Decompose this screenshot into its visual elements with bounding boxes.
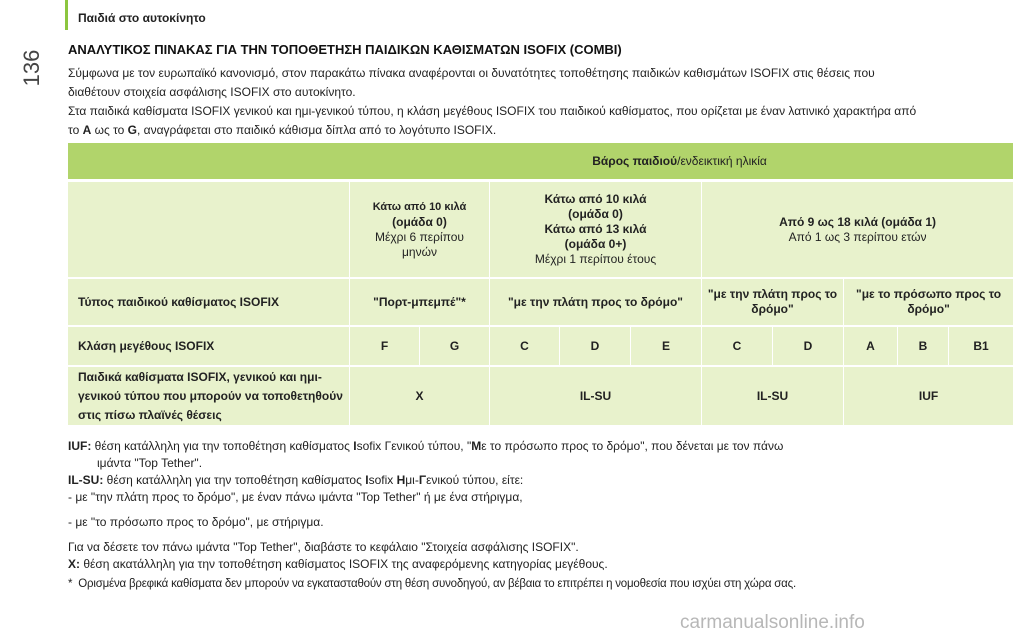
legend-text: θέση κατάλληλη για την τοποθέτηση καθίσματος: [91, 439, 354, 453]
group-cell-0: [350, 182, 490, 279]
header-accent-bar: [65, 0, 68, 30]
legend-text: θέση κατάλληλη για την τοποθέτηση καθίσματος: [103, 473, 366, 487]
footnote-star: *: [68, 578, 73, 590]
size-class-cell: F: [350, 327, 420, 367]
watermark: carmanualsonline.info: [680, 612, 865, 633]
legend-bullet-1: - με "την πλάτη προς το δρόμο", με έναν πάνω ιμάντα "Top Tether" ή με ένα στήριγμα,: [68, 490, 523, 504]
intro-letter-g: G: [127, 123, 137, 137]
intro-text: [68, 64, 928, 140]
size-class-cell: C: [702, 327, 773, 367]
intro-text-part: , αναγράφεται στο παιδικό κάθισμα δίπλα από το λογότυπο ISOFIX.: [137, 123, 497, 137]
rear-seats-cell: X: [350, 367, 490, 427]
size-class-cell: D: [773, 327, 844, 367]
legend-initial: I: [353, 439, 357, 453]
group-cell-1: [490, 182, 702, 279]
size-class-cell: G: [420, 327, 490, 367]
section-header: Παιδιά στο αυτοκίνητο: [78, 11, 206, 25]
group-cell-2: [702, 182, 1014, 279]
page-title: ΑΝΑΛΥΤΙΚΟΣ ΠΙΝΑΚΑΣ ΓΙΑ ΤΗΝ ΤΟΠΟΘΕΤΗΣΗ ΠΑΙΔΙΚΩΝ ΚΑΘΙΣΜΑΤΩΝ ISOFIX (COMBI): [68, 42, 622, 57]
group-0-line1: Κάτω από 10 κιλά: [372, 200, 467, 213]
legend-initial: Η: [396, 473, 406, 487]
seat-type-label: Τύπος παιδικού καθίσματος ISOFIX: [68, 279, 350, 327]
isofix-table: [68, 143, 1014, 427]
intro-letter-a: A: [82, 123, 92, 137]
group-1-line2: (ομάδα 0): [568, 207, 623, 221]
weight-header-row: [68, 143, 1014, 182]
rear-seats-label: Παιδικά καθίσματα ISOFIX, γενικού και ημι-γενικού τύπου που μπορούν να τοποθετηθούν στις πίσω πλαϊνές θέσεις: [68, 367, 350, 427]
group-1-line5: Μέχρι 1 περίπου έτους: [534, 252, 657, 266]
legend-tether-note: Για να δέσετε τον πάνω ιμάντα "Top Tether", διαβάστε το κεφάλαιο "Στοιχεία ασφάλισης ISOFIX".: [68, 540, 579, 554]
size-class-label: Κλάση μεγέθους ISOFIX: [68, 327, 350, 367]
legend-text: sofix Γενικού τύπου, ": [356, 439, 472, 453]
legend-text: sofix: [368, 473, 397, 487]
group-1-line4: (ομάδα 0+): [564, 237, 627, 251]
rear-seats-row: [68, 367, 1014, 427]
legend: [68, 438, 928, 573]
intro-text-part: ως το: [91, 123, 128, 137]
seat-type-cell: "Πορτ-μπεμπέ"*: [350, 279, 490, 327]
group-1-line3: Κάτω από 13 κιλά: [544, 222, 647, 236]
legend-key: IL-SU:: [68, 473, 104, 487]
intro-paragraph-2: [68, 102, 928, 140]
legend-bullet-2: - με "το πρόσωπο προς το δρόμο", με στήριγμα.: [68, 515, 324, 529]
size-class-row: [68, 327, 1014, 367]
group-0-line2: (ομάδα 0): [392, 214, 447, 229]
group-1-line1: Κάτω από 10 κιλά: [544, 192, 647, 206]
size-class-cell: B: [898, 327, 949, 367]
group-0-line4: μηνών: [402, 244, 437, 259]
legend-ilsu: [68, 472, 928, 489]
rear-seats-cell: IUF: [844, 367, 1014, 427]
legend-text: μι-: [405, 473, 419, 487]
size-class-cell: C: [490, 327, 560, 367]
size-class-cell: B1: [949, 327, 1014, 367]
legend-initial: I: [365, 473, 369, 487]
legend-initial: Μ: [471, 439, 482, 453]
group-0-line3: Μέχρι 6 περίπου: [375, 229, 464, 244]
seat-type-cell: "με το πρόσωπο προς το δρόμο": [844, 279, 1014, 327]
intro-text-part: Στα παιδικά καθίσματα ISOFIX γενικού και ημι-γενικού τύπου, η κλάση μεγέθους ISOFIX του παιδικού καθίσματος, που ορίζεται με έναν λατινικό χαρακτήρα από το: [68, 104, 917, 137]
seat-type-row: [68, 279, 1014, 327]
weight-header-cell: [68, 143, 1014, 182]
page-number: 136: [19, 49, 44, 87]
group-row: [68, 182, 1014, 279]
intro-paragraph-1: Σύμφωνα με τον ευρωπαϊκό κανονισμό, στον παρακάτω πίνακα αναφέρονται οι δυνατότητες τοποθέτησης παιδικών καθισμάτων ISOFIX στις θέσεις που διαθέτουν στοιχεία ασφάλισης ISOFIX στο αυτοκίνητο.: [68, 66, 875, 99]
seat-type-cell: "με την πλάτη προς το δρόμο": [702, 279, 844, 327]
legend-iuf: [68, 438, 928, 455]
legend-text: ενικού τύπου, είτε:: [426, 473, 524, 487]
legend-text: θέση ακατάλληλη για την τοποθέτηση καθίσματος ISOFIX της αναφερόμενης κατηγορίας μεγέθους.: [80, 557, 608, 571]
legend-x: [68, 556, 928, 573]
legend-iuf-continued: ιμάντα "Top Tether".: [97, 456, 203, 470]
footnote: [68, 578, 928, 590]
footnote-text: Ορισμένα βρεφικά καθίσματα δεν μπορούν να εγκατασταθούν στη θέση συνοδηγού, αν βέβαια το επιτρέπει η νομοθεσία που ισχύει στη χώρα σας.: [78, 578, 796, 590]
weight-header-bold: Βάρος παιδιού: [592, 153, 678, 168]
size-class-cell: D: [560, 327, 631, 367]
legend-key: IUF:: [68, 439, 92, 453]
size-class-cell: A: [844, 327, 898, 367]
legend-text: ε το πρόσωπο προς το δρόμο", που δένεται με τον πάνω: [481, 439, 784, 453]
group-label-empty: [68, 182, 350, 279]
weight-header-rest: /ενδεικτική ηλικία: [677, 153, 767, 168]
size-class-cell: E: [631, 327, 702, 367]
legend-key: X:: [68, 557, 80, 571]
group-2-line1: Από 9 ως 18 κιλά (ομάδα 1): [779, 214, 937, 229]
rear-seats-cell: IL-SU: [490, 367, 702, 427]
group-2-line2: Από 1 ως 3 περίπου ετών: [788, 229, 927, 244]
seat-type-cell: "με την πλάτη προς το δρόμο": [490, 279, 702, 327]
rear-seats-cell: IL-SU: [702, 367, 844, 427]
legend-initial: Γ: [418, 473, 427, 487]
